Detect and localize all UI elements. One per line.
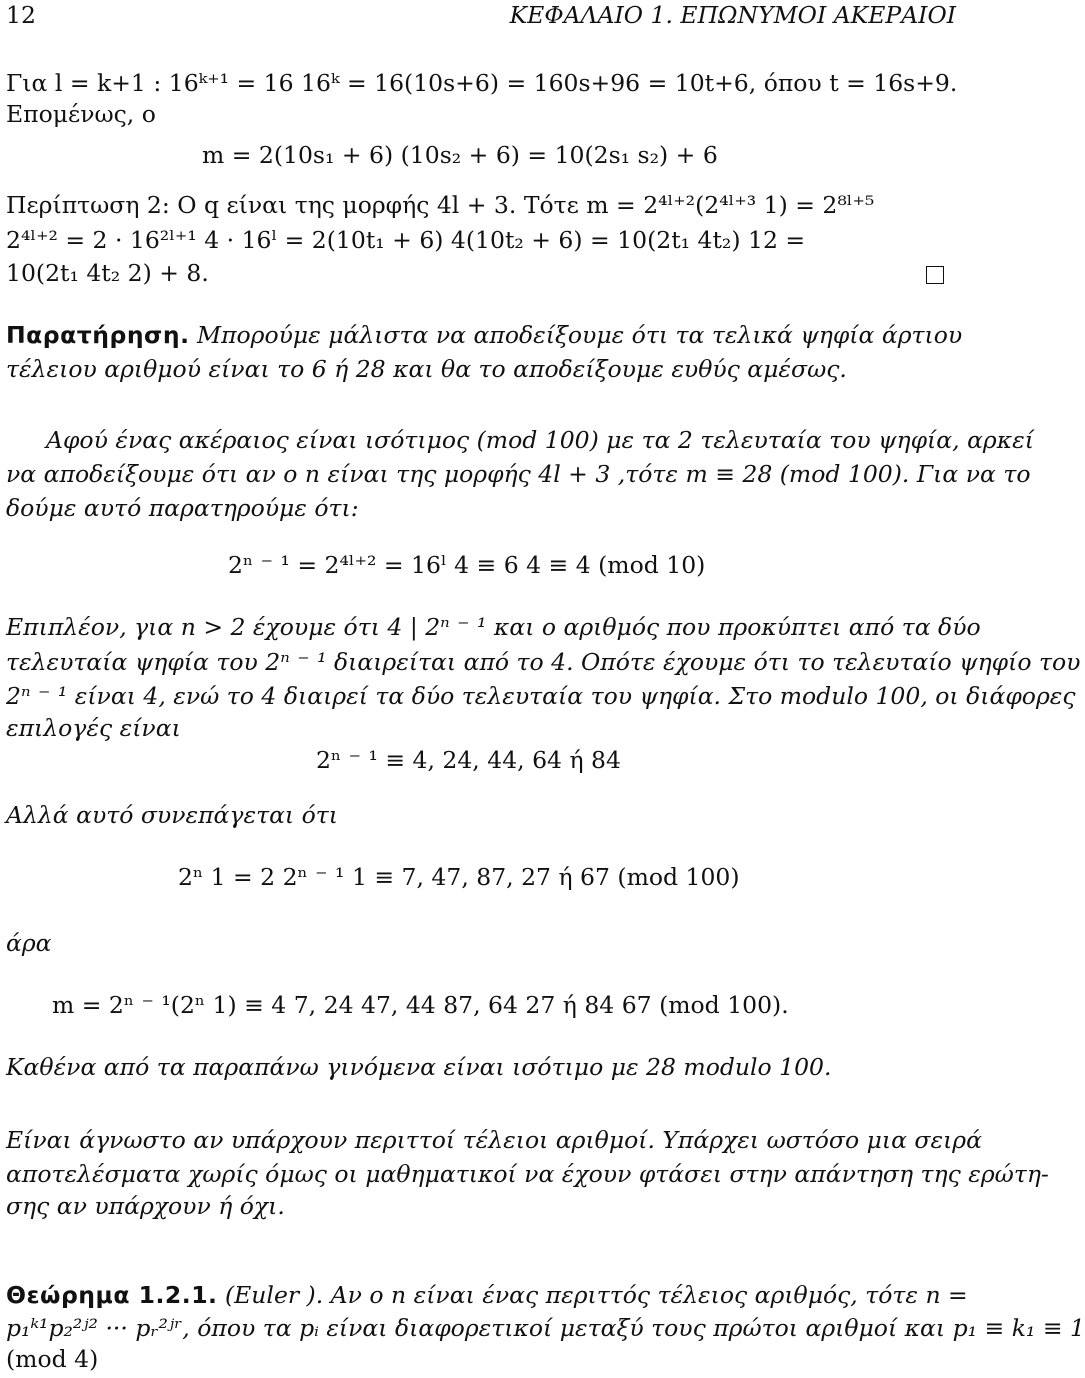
text-line: δούμε αυτό παρατηρούμε ότι: [6,494,359,522]
equation: 2ⁿ ⁻ ¹ ≡ 4, 24, 44, 64 ή 84 [316,746,621,774]
text-line: 2ⁿ ⁻ ¹ είναι 4, ενώ το 4 διαιρεί τα δύο τελευταία του ψηφία. Στο modulo 100, οι διάφορες [6,682,1076,710]
equation: m = 2(10s₁ + 6) (10s₂ + 6) = 10(2s₁ s₂) + 6 [202,141,718,169]
text-line: άρα [6,929,52,957]
text-line: Αλλά αυτό συνεπάγεται ότι [6,801,338,829]
theorem-paragraph [6,1280,968,1310]
text-line: τέλειου αριθμού είναι το 6 ή 28 και θα το αποδείξουμε ευθύς αμέσως. [6,355,847,383]
text-line: Επομένως, ο [6,100,156,128]
text-line: Επιπλέον, για n > 2 έχουμε ότι 4 | 2ⁿ ⁻ ¹ και ο αριθμός που προκύπτει από τα δύο [6,613,981,641]
equation: m = 2ⁿ ⁻ ¹(2ⁿ 1) ≡ 4 7, 24 47, 44 87, 64 27 ή 84 67 (mod 100). [52,991,789,1019]
text-line: Για l = k+1 : 16ᵏ⁺¹ = 16 16ᵏ = 16(10s+6) = 160s+96 = 10t+6, όπου t = 16s+9. [6,69,958,97]
qed-box [926,266,944,284]
text-line: Είναι άγνωστο αν υπάρχουν περιττοί τέλειοι αριθμοί. Υπάρχει ωστόσο μια σειρά [6,1126,982,1154]
text-line: Περίπτωση 2: Ο q είναι της μορφής 4l + 3. Τότε m = 2⁴ˡ⁺²(2⁴ˡ⁺³ 1) = 2⁸ˡ⁺⁵ [6,191,875,219]
text-line: Αφού ένας ακέραιος είναι ισότιμος (mod 100) με τα 2 τελευταία του ψηφία, αρκεί [46,426,1034,454]
equation: 2ⁿ ⁻ ¹ = 2⁴ˡ⁺² = 16ˡ 4 ≡ 6 4 ≡ 4 (mod 10) [228,551,706,579]
theorem-text: (Euler ). Αν ο n είναι ένας περιττός τέλειος αριθμός, τότε n = [217,1281,968,1309]
theorem-label: Θεώρημα 1.2.1. [6,1281,218,1309]
text-line: p₁ᵏ¹p₂²ʲ² ··· pᵣ²ʲʳ, όπου τα pᵢ είναι διαφορετικοί μεταξύ τους πρώτοι αριθμοί και p₁ ≡ k₁ ≡ 1 [6,1314,1085,1342]
text-line: επιλογές είναι [6,714,181,742]
text-line: 2⁴ˡ⁺² = 2 · 16²ˡ⁺¹ 4 · 16ˡ = 2(10t₁ + 6) 4(10t₂ + 6) = 10(2t₁ 4t₂) 12 = [6,226,806,254]
remark-text: Μπορούμε μάλιστα να αποδείξουμε ότι τα τελικά ψηφία άρτιου [189,321,963,349]
equation: 2ⁿ 1 = 2 2ⁿ ⁻ ¹ 1 ≡ 7, 47, 87, 27 ή 67 (mod 100) [178,863,740,891]
text-line: (mod 4) [6,1345,99,1373]
text-line: 10(2t₁ 4t₂ 2) + 8. [6,259,209,287]
running-title: ΚΕΦΑΛΑΙΟ 1. ΕΠΩΝΥΜΟΙ ΑΚΕΡΑΙΟΙ [509,1,956,29]
remark-label: Παρατήρηση. [6,321,190,349]
text-line: να αποδείξουμε ότι αν ο n είναι της μορφής 4l + 3 ,τότε m ≡ 28 (mod 100). Για να το [6,460,1031,488]
page-number: 12 [6,1,36,29]
text-line: σης αν υπάρχουν ή όχι. [6,1192,285,1220]
text-line: τελευταία ψηφία του 2ⁿ ⁻ ¹ διαιρείται από το 4. Οπότε έχουμε ότι το τελευταίο ψηφίο του [6,648,1081,676]
text-line: αποτελέσματα χωρίς όμως οι μαθηματικοί να έχουν φτάσει στην απάντηση της ερώτη- [6,1160,1049,1188]
text-line: Καθένα από τα παραπάνω γινόμενα είναι ισότιμο με 28 modulo 100. [6,1053,832,1081]
remark-paragraph [6,320,962,350]
